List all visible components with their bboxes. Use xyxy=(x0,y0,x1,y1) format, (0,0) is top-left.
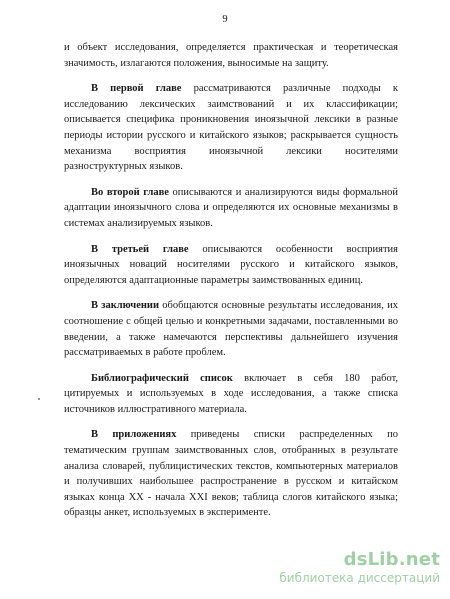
scan-speck xyxy=(38,398,40,400)
paragraph-lead: В третьей главе xyxy=(91,243,189,255)
paragraph-appendices: В приложениях приведены списки распределенных по тематическим группам заимствованных слов, отобранных в результате анализа словарей, публицистических текстов, компьютерных материалов и получивших наибольшее распространение в русском и китайском языках конца XX - начала XXI веков; таблица слогов китайского языка; образцы анкет, используемых в эксперименте. xyxy=(64,429,399,519)
paragraph-bibliography: Библиографический список включает в себя 180 работ, цитируемых и используемых в ходе исследования, а также списка источников иллюстративного материала. xyxy=(64,372,398,415)
page-number: 9 xyxy=(222,14,228,25)
paragraph-lead: Библиографический список xyxy=(91,372,233,384)
watermark-site: dsLib.net xyxy=(343,549,440,570)
paragraph-chapter-1: В первой главе рассматриваются различные подходы к исследованию лексических заимствований и их классификации; описывается специфика проникновения иноязычной лексики в разные периоды истории русского и китайского языков; раскрывается сущность механизма восприятия иноязычной лексики носителями разноструктурных языков. xyxy=(64,83,398,173)
body-text xyxy=(64,40,398,531)
watermark[interactable] xyxy=(240,549,440,585)
watermark-caption: библиотека диссертаций xyxy=(279,571,440,585)
paragraph-lead: В заключении xyxy=(91,300,160,312)
paragraph-intro-continuation: и объект исследования, определяется практическая и теоретическая значимость, излагаются положения, выносимые на защиту. xyxy=(64,42,398,69)
paragraph-chapter-3: В третьей главе описываются особенности восприятия иноязычных новаций носителями русского и китайского языков, определяются адаптационные параметры заимствованных единиц. xyxy=(64,243,399,286)
paragraph-chapter-2: Во второй главе описываются и анализируются виды формальной адаптации иноязычного слова и определяются их основные механизмы в системах анализируемых языков. xyxy=(64,186,398,229)
paragraph-conclusion: В заключении обобщаются основные результаты исследования, их соотношение с общей целью и конкретными задачами, поставленными во введении, а также намечаются перспективы дальнейшего изучения рассматриваемых в работе проблем. xyxy=(64,300,398,359)
paragraph-lead: В первой главе xyxy=(91,83,182,95)
paragraph-lead: В приложениях xyxy=(91,429,177,441)
paragraph-lead: Во второй главе xyxy=(91,186,169,198)
